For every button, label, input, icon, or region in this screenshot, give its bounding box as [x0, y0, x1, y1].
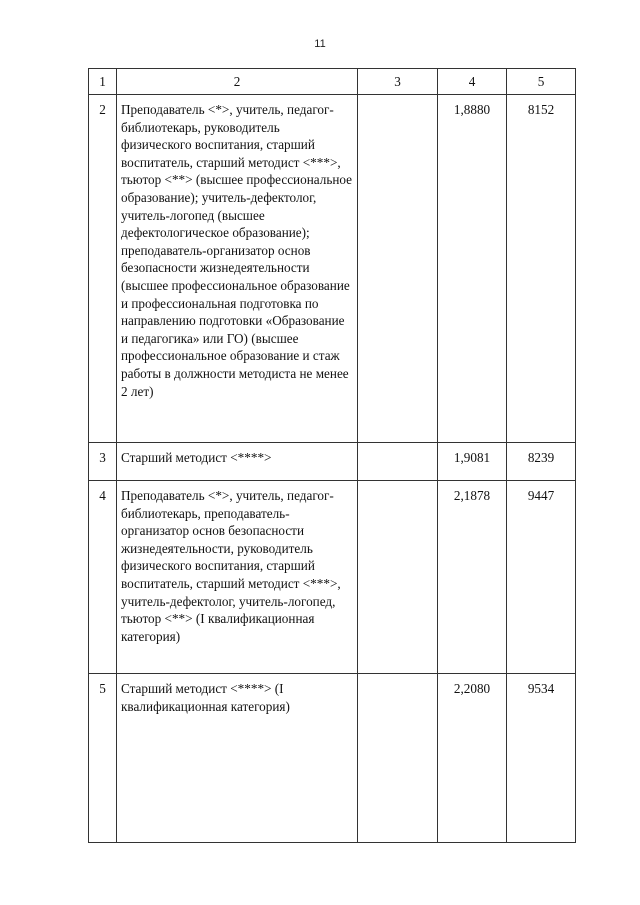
position-description: Преподаватель <*>, учитель, педагог-библиотекарь, преподаватель-организатор основ безопасности жизнедеятельности, руководитель физического воспитания, старший воспитатель, старший методист <***>, учитель-дефектолог, учитель-логопед, тьютор <**> (I квалификационная категория) — [117, 481, 358, 674]
position-description: Старший методист <****> (I квалификационная категория) — [117, 674, 358, 843]
col3-cell — [358, 95, 438, 443]
row-number: 3 — [89, 443, 117, 481]
salary-cell: 9534 — [507, 674, 576, 843]
row-number: 2 — [89, 95, 117, 443]
row-number: 5 — [89, 674, 117, 843]
header-cell-2: 2 — [117, 69, 358, 95]
row-number: 4 — [89, 481, 117, 674]
salary-table — [88, 68, 576, 843]
coefficient-cell: 2,2080 — [438, 674, 507, 843]
table-row — [89, 481, 576, 674]
col3-cell — [358, 443, 438, 481]
coefficient-cell: 1,9081 — [438, 443, 507, 481]
salary-cell: 8152 — [507, 95, 576, 443]
position-description: Старший методист <****> — [117, 443, 358, 481]
col3-cell — [358, 481, 438, 674]
table-row — [89, 443, 576, 481]
position-description: Преподаватель <*>, учитель, педагог-библиотекарь, руководитель физического воспитания, старший воспитатель, старший методист <***>, тьютор <**> (высшее профессиональное образование); учитель-дефектолог, учитель-логопед (высшее дефектологическое образование); преподаватель-организатор основ безопасности жизнедеятельности (высшее профессиональное образование и профессиональная подготовка по направлению подготовки «Образование и педагогика» или ГО) (высшее профессиональное образование и стаж работы в должности методиста не менее 2 лет) — [117, 95, 358, 443]
header-cell-3: 3 — [358, 69, 438, 95]
salary-cell: 9447 — [507, 481, 576, 674]
col3-cell — [358, 674, 438, 843]
header-cell-1: 1 — [89, 69, 117, 95]
page-number: 11 — [314, 38, 326, 50]
coefficient-cell: 1,8880 — [438, 95, 507, 443]
header-cell-4: 4 — [438, 69, 507, 95]
salary-cell: 8239 — [507, 443, 576, 481]
header-cell-5: 5 — [507, 69, 576, 95]
table-row — [89, 95, 576, 443]
table-header-row — [89, 69, 576, 95]
table-row — [89, 674, 576, 843]
coefficient-cell: 2,1878 — [438, 481, 507, 674]
